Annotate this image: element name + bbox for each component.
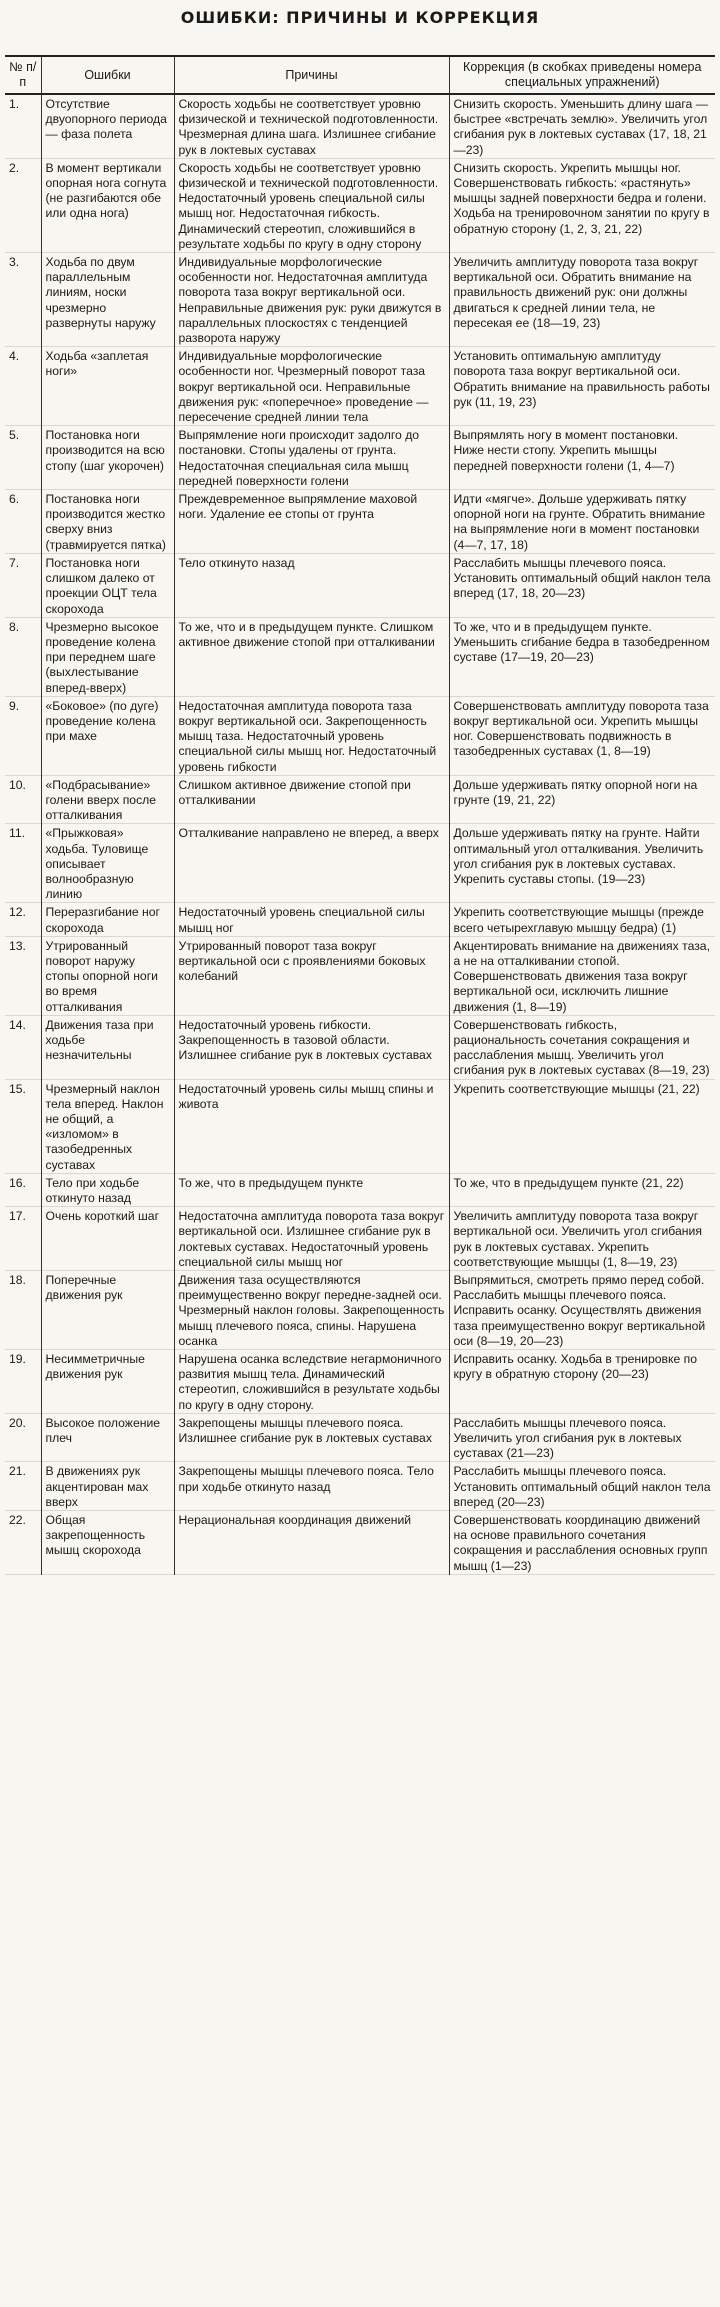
row-cause: Нерациональная координация движений [174, 1511, 449, 1575]
table-row [5, 1511, 715, 1575]
row-num: 7. [9, 555, 20, 570]
row-error: Тело при ходьбе откинуто назад [41, 1173, 174, 1206]
row-error: «Боковое» (по дуге) проведение колена при махе [41, 696, 174, 775]
row-num: 9. [9, 698, 20, 713]
row-correction: Совершенствовать гибкость, рациональность сочетания сокращения и расслабления мышц. Увеличить угол сгибания рук в локтевых суставах (8—19, 23) [449, 1015, 715, 1079]
table-row [5, 1462, 715, 1511]
row-cause: Индивидуальные морфологические особенности ног. Недостаточная амплитуда поворота таза вокруг вертикальной оси. Неправильные движения рук: руки движутся в параллельных плоскостях с тенденцией разворота наружу [174, 253, 449, 347]
row-cause: Недостаточный уровень силы мышц спины и живота [174, 1079, 449, 1173]
row-num: 18. [9, 1273, 26, 1288]
row-num: 4. [9, 349, 20, 364]
table-row [5, 553, 715, 617]
row-num: 19. [9, 1352, 26, 1367]
row-cause: Нарушена осанка вследствие негармоничного развития мышц тела. Динамический стереотип, сложившийся в результате ходьбы по кругу в одну сторону. [174, 1350, 449, 1414]
row-correction: Укрепить соответствующие мышцы (прежде всего четырехглавую мышцу бедра) (1) [449, 903, 715, 936]
row-correction: Дольше удерживать пятку опорной ноги на грунте (19, 21, 22) [449, 775, 715, 824]
row-cause: Отталкивание направлено не вперед, а вверх [174, 824, 449, 903]
table-row [5, 1207, 715, 1271]
row-correction: Совершенствовать координацию движений на основе правильного сочетания сокращения и расслабления основных групп мышц (1—23) [449, 1511, 715, 1575]
table-row [5, 1015, 715, 1079]
row-num: 12. [9, 905, 26, 920]
row-cause: То же, что и в предыдущем пункте. Слишком активное движение стопой при отталкивании [174, 617, 449, 696]
row-cause: Недостаточный уровень гибкости. Закрепощенность в тазовой области. Излишнее сгибание рук в локтевых суставах [174, 1015, 449, 1079]
header-cause: Причины [174, 56, 449, 94]
row-error: Чрезмерный наклон тела вперед. Наклон не общий, а «изломом» в тазобедренных суставах [41, 1079, 174, 1173]
row-cause: Недостаточна амплитуда поворота таза вокруг вертикальной оси. Излишнее сгибание рук в локтевых суставах. Недостаточный уровень специальной силы мышц ног [174, 1207, 449, 1271]
row-error: «Прыжковая» ходьба. Туловище описывает волнообразную линию [41, 824, 174, 903]
row-correction: Дольше удерживать пятку на грунте. Найти оптимальный угол отталкивания. Увеличить угол сгибания рук в локтевых суставах. Укрепить суставы стопы. (19—23) [449, 824, 715, 903]
row-error: Несимметричные движения рук [41, 1350, 174, 1414]
row-cause: Недостаточная амплитуда поворота таза вокруг вертикальной оси. Закрепощенность мышц таза. Недостаточный уровень специальной силы мышц ног. Недостаточный уровень гибкости [174, 696, 449, 775]
row-cause: Утрированный поворот таза вокруг вертикальной оси с проявлениями боковых колебаний [174, 936, 449, 1015]
table-row [5, 94, 715, 158]
header-correction: Коррекция (в скобках приведены номера специальных упражнений) [449, 56, 715, 94]
row-num: 13. [9, 938, 26, 953]
table-row [5, 775, 715, 824]
row-cause: Закрепощены мышцы плечевого пояса. Тело при ходьбе откинуто назад [174, 1462, 449, 1511]
row-num: 22. [9, 1513, 26, 1528]
table-header-row [5, 56, 715, 94]
row-error: Чрезмерно высокое проведение колена при переднем шаге (выхлестывание вперед-вверх) [41, 617, 174, 696]
row-correction: Увеличить амплитуду поворота таза вокруг вертикальной оси. Увеличить угол сгибания рук в локтевых суставах. Укрепить соответствующие мышцы (1, 8—19, 23) [449, 1207, 715, 1271]
header-error: Ошибки [41, 56, 174, 94]
row-error: Постановка ноги производится жестко сверху вниз (травмируется пятка) [41, 490, 174, 554]
row-correction: Выпрямлять ногу в момент постановки. Ниже нести стопу. Укрепить мышцы передней поверхности голени (1, 4—7) [449, 426, 715, 490]
row-num: 6. [9, 492, 20, 507]
row-error: В движениях рук акцентирован мах вверх [41, 1462, 174, 1511]
row-num: 3. [9, 255, 20, 270]
row-correction: Снизить скорость. Укрепить мышцы ног. Совершенствовать гибкость: «растянуть» мышцы задней поверхности бедра и голени. Ходьба на тренировочном занятии по кругу в обратную сторону (1, 2, 3, 21, 22) [449, 158, 715, 252]
row-correction: Расслабить мышцы плечевого пояса. Установить оптимальный общий наклон тела вперед (17, 18, 20—23) [449, 553, 715, 617]
table-row [5, 1173, 715, 1206]
row-correction: Исправить осанку. Ходьба в тренировке по кругу в обратную сторону (20—23) [449, 1350, 715, 1414]
page-title: ОШИБКИ: ПРИЧИНЫ И КОРРЕКЦИЯ [180, 8, 540, 27]
row-cause: Закрепощены мышцы плечевого пояса. Излишнее сгибание рук в локтевых суставах [174, 1413, 449, 1462]
row-correction: Совершенствовать амплитуду поворота таза вокруг вертикальной оси. Укрепить мышцы ног. Совершенствовать подвижность в тазобедренных суставах (1, 8—19) [449, 696, 715, 775]
row-cause: Тело откинуто назад [174, 553, 449, 617]
row-cause: Скорость ходьбы не соответствует уровню физической и технической подготовленности. Недостаточный уровень специальной силы мышц ног. Недостаточная гибкость. Динамический стереотип, сложившийся в результате ходьбы по кругу в одну сторону [174, 158, 449, 252]
row-correction: Расслабить мышцы плечевого пояса. Установить оптимальный общий наклон тела вперед (20—23) [449, 1462, 715, 1511]
row-num: 11. [9, 826, 26, 841]
row-error: Ходьба по двум параллельным линиям, носки чрезмерно развернуты наружу [41, 253, 174, 347]
row-num: 1. [9, 97, 20, 111]
row-cause: Индивидуальные морфологические особенности ног. Чрезмерный поворот таза вокруг вертикальной оси. Неправильные движения рук: «поперечное» проведение — пересечение средней линии тела [174, 347, 449, 426]
row-error: Общая закрепощенность мышц скорохода [41, 1511, 174, 1575]
table-row [5, 903, 715, 936]
row-cause: Движения таза осуществляются преимущественно вокруг передне-задней оси. Чрезмерный наклон головы. Закрепощенность мышц плечевого пояса, спины. Нарушена осанка [174, 1271, 449, 1350]
row-correction: Идти «мягче». Дольше удерживать пятку опорной ноги на грунте. Обратить внимание на выпрямление ноги в момент постановки (4—7, 17, 18) [449, 490, 715, 554]
row-num: 20. [9, 1415, 26, 1430]
table-row [5, 490, 715, 554]
row-correction: То же, что и в предыдущем пункте. Уменьшить сгибание бедра в тазобедренном суставе (17—19, 20—23) [449, 617, 715, 696]
row-num: 15. [9, 1081, 26, 1096]
row-num: 14. [9, 1017, 26, 1032]
row-num: 5. [9, 428, 20, 443]
row-error: Ходьба «заплетая ноги» [41, 347, 174, 426]
row-cause: Недостаточный уровень специальной силы мышц ног [174, 903, 449, 936]
row-error: В момент вертикали опорная нога согнута (не разгибаются обе или одна нога) [41, 158, 174, 252]
table-row [5, 936, 715, 1015]
row-error: Переразгибание ног скорохода [41, 903, 174, 936]
table-row [5, 158, 715, 252]
row-correction: Укрепить соответствующие мышцы (21, 22) [449, 1079, 715, 1173]
row-correction: Акцентировать внимание на движениях таза, а не на отталкивании стопой. Совершенствовать движения таза вокруг вертикальной оси, исключить лишние движения (1, 8—19) [449, 936, 715, 1015]
table-row [5, 1350, 715, 1414]
row-num: 16. [9, 1175, 26, 1190]
row-correction: Выпрямиться, смотреть прямо перед собой. Расслабить мышцы плечевого пояса. Исправить осанку. Осуществлять движения таза преимущественно вокруг вертикальной оси (8—19, 20—23) [449, 1271, 715, 1350]
row-cause: Преждевременное выпрямление маховой ноги. Удаление ее стопы от грунта [174, 490, 449, 554]
errors-table [5, 55, 715, 1575]
table-row [5, 617, 715, 696]
row-correction: То же, что в предыдущем пункте (21, 22) [449, 1173, 715, 1206]
row-num: 17. [9, 1209, 26, 1224]
row-error: Поперечные движения рук [41, 1271, 174, 1350]
table-row [5, 1413, 715, 1462]
row-error: Постановка ноги слишком далеко от проекции ОЦТ тела скорохода [41, 553, 174, 617]
row-num: 10. [9, 777, 26, 792]
table-row [5, 1271, 715, 1350]
row-cause: Слишком активное движение стопой при отталкивании [174, 775, 449, 824]
row-correction: Расслабить мышцы плечевого пояса. Увеличить угол сгибания рук в локтевых суставах (21—23) [449, 1413, 715, 1462]
row-error: Утрированный поворот наружу стопы опорной ноги во время отталкивания [41, 936, 174, 1015]
row-num: 2. [9, 160, 20, 175]
table-row [5, 347, 715, 426]
row-cause: Скорость ходьбы не соответствует уровню физической и технической подготовленности. Чрезмерная длина шага. Излишнее сгибание рук в локтевых суставах [174, 94, 449, 158]
row-num: 21. [9, 1464, 26, 1479]
table-row [5, 824, 715, 903]
row-error: Очень короткий шаг [41, 1207, 174, 1271]
row-cause: Выпрямление ноги происходит задолго до постановки. Стопы удалены от грунта. Недостаточная специальная сила мышц передней поверхности голени [174, 426, 449, 490]
row-error: Отсутствие двуопорного периода — фаза полета [41, 94, 174, 158]
row-error: Высокое положение плеч [41, 1413, 174, 1462]
row-correction: Снизить скорость. Уменьшить длину шага — быстрее «встречать землю». Увеличить угол сгибания рук в локтевых суставах (17, 18, 21—23) [449, 94, 715, 158]
table-row [5, 1079, 715, 1173]
row-cause: То же, что в предыдущем пункте [174, 1173, 449, 1206]
table-row [5, 426, 715, 490]
row-num: 8. [9, 619, 20, 634]
row-correction: Установить оптимальную амплитуду поворота таза вокруг вертикальной оси. Обратить внимание на правильность работы рук (11, 19, 23) [449, 347, 715, 426]
row-error: «Подбрасывание» голени вверх после отталкивания [41, 775, 174, 824]
row-correction: Увеличить амплитуду поворота таза вокруг вертикальной оси. Обратить внимание на правильность движений рук: они должны двигаться к средней линии тела, не пересекая ее (18—19, 23) [449, 253, 715, 347]
table-row [5, 253, 715, 347]
header-num: № п/п [5, 56, 41, 94]
row-error: Постановка ноги производится на всю стопу (шаг укорочен) [41, 426, 174, 490]
row-error: Движения таза при ходьбе незначительны [41, 1015, 174, 1079]
table-body [5, 94, 715, 1574]
table-row [5, 696, 715, 775]
